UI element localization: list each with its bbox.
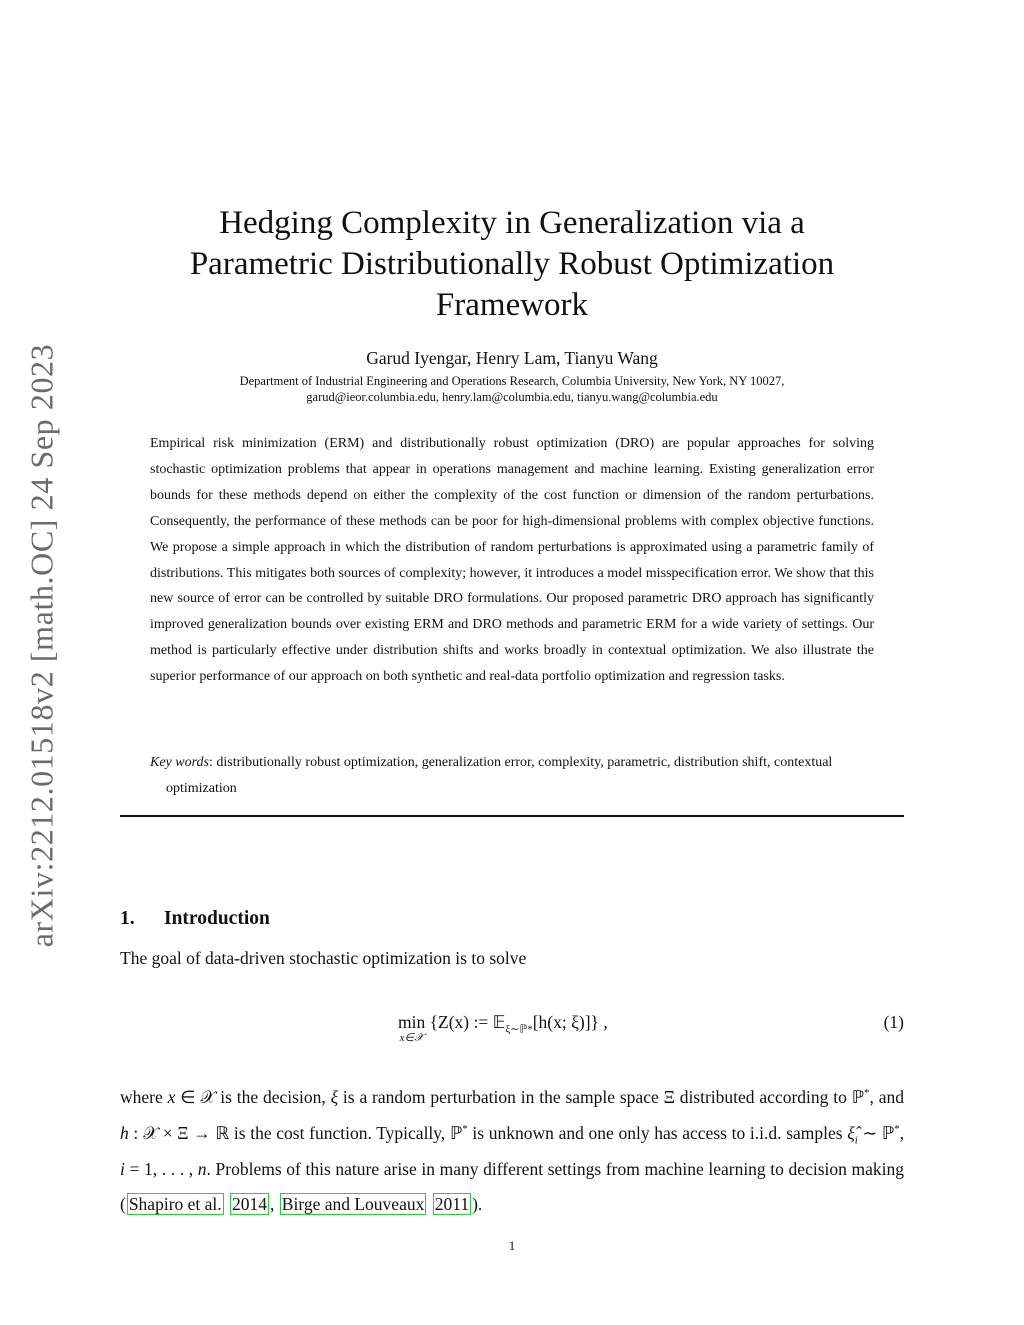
affiliation-block	[120, 373, 904, 405]
citation-link-birge[interactable]: Birge and Louveaux	[281, 1194, 425, 1215]
title-line: Hedging Complexity in Generalization via a	[219, 205, 805, 241]
arxiv-stamp	[14, 330, 70, 960]
objective-expression: {Z(x) := 𝔼$_{\xi\sim ℙ*}$[h(x; ξ)]} ,	[429, 1012, 608, 1036]
keywords: Key words: distributionally robust optimization, generalization error, complexity, parametric, distribution shift, contextual optimization	[150, 755, 833, 796]
min-operator: min x∈𝒳	[398, 1012, 426, 1044]
paper-title	[120, 203, 904, 326]
keywords-text: distributionally robust optimization, generalization error, complexity, parametric, distribution shift, contextual optimization	[166, 755, 833, 796]
intro-sentence: The goal of data-driven stochastic optimization is to solve	[120, 948, 527, 968]
equation-body	[398, 1012, 608, 1044]
header-divider	[120, 815, 904, 817]
title-line: Framework	[435, 287, 589, 323]
arxiv-identifier[interactable]: arXiv:2212.01518v2 [math.OC] 24 Sep 2023	[23, 343, 60, 947]
citation-link-shapiro-year[interactable]: 2014	[232, 1194, 268, 1215]
affiliation: Department of Industrial Engineering and Operations Research, Columbia University, New York, NY 10027,	[239, 374, 785, 388]
section-heading	[120, 908, 270, 930]
author-emails: garud@ieor.columbia.edu, henry.lam@columbia.edu, tianyu.wang@columbia.edu	[306, 390, 718, 404]
page-number: 1	[508, 1238, 516, 1253]
citation-link-birge-year[interactable]: 2011	[434, 1194, 470, 1215]
equation-1	[120, 1012, 904, 1056]
abstract: Empirical risk minimization (ERM) and distributionally robust optimization (DRO) are popular approaches for solving stochastic optimization problems that appear in operations management and machine learning. Existing generalization error bounds for these methods depend on either the complexity of the cost function or dimension of the random perturbations. Consequently, the performance of these methods can be poor for high-dimensional problems with complex objective functions. We propose a simple approach in which the distribution of random perturbations is approximated using a parametric family of distributions. This mitigates both sources of complexity; however, it introduces a model misspecification error. We show that this new source of error can be controlled by suitable DRO formulations. Our proposed parametric DRO approach has significantly improved generalization bounds over existing ERM and DRO methods and parametric ERM for a wide variety of settings. Our method is particularly effective under distribution shifts and works broadly in contextual optimization. We also illustrate the superior performance of our approach on both synthetic and real-data portfolio optimization and regression tasks.	[150, 436, 874, 685]
intro-paragraph: where x ∈ 𝒳 is the decision, ξ is a random perturbation in the sample space Ξ distributed according to ℙ*, and h : 𝒳 × Ξ → ℝ is the cost function. Typically, ℙ* is unknown and one only has access to i.i.d. samples $\xî_i$ ∼ ℙ*, i = 1, . . . , n. Problems of this nature arise in many different settings from machine learning to decision making ( Shapiro et al. 2014 , Birge and Louveaux 2011 ).	[120, 1087, 904, 1215]
section-number: 1.	[120, 908, 135, 929]
citation-link-shapiro[interactable]: Shapiro et al.	[128, 1194, 222, 1215]
author-list: Garud Iyengar, Henry Lam, Tianyu Wang	[366, 348, 658, 368]
keywords-label: Key words	[150, 755, 209, 770]
section-title: Introduction	[164, 908, 270, 929]
equation-number: (1)	[883, 1012, 904, 1032]
title-line: Parametric Distributionally Robust Optimization	[189, 246, 835, 282]
